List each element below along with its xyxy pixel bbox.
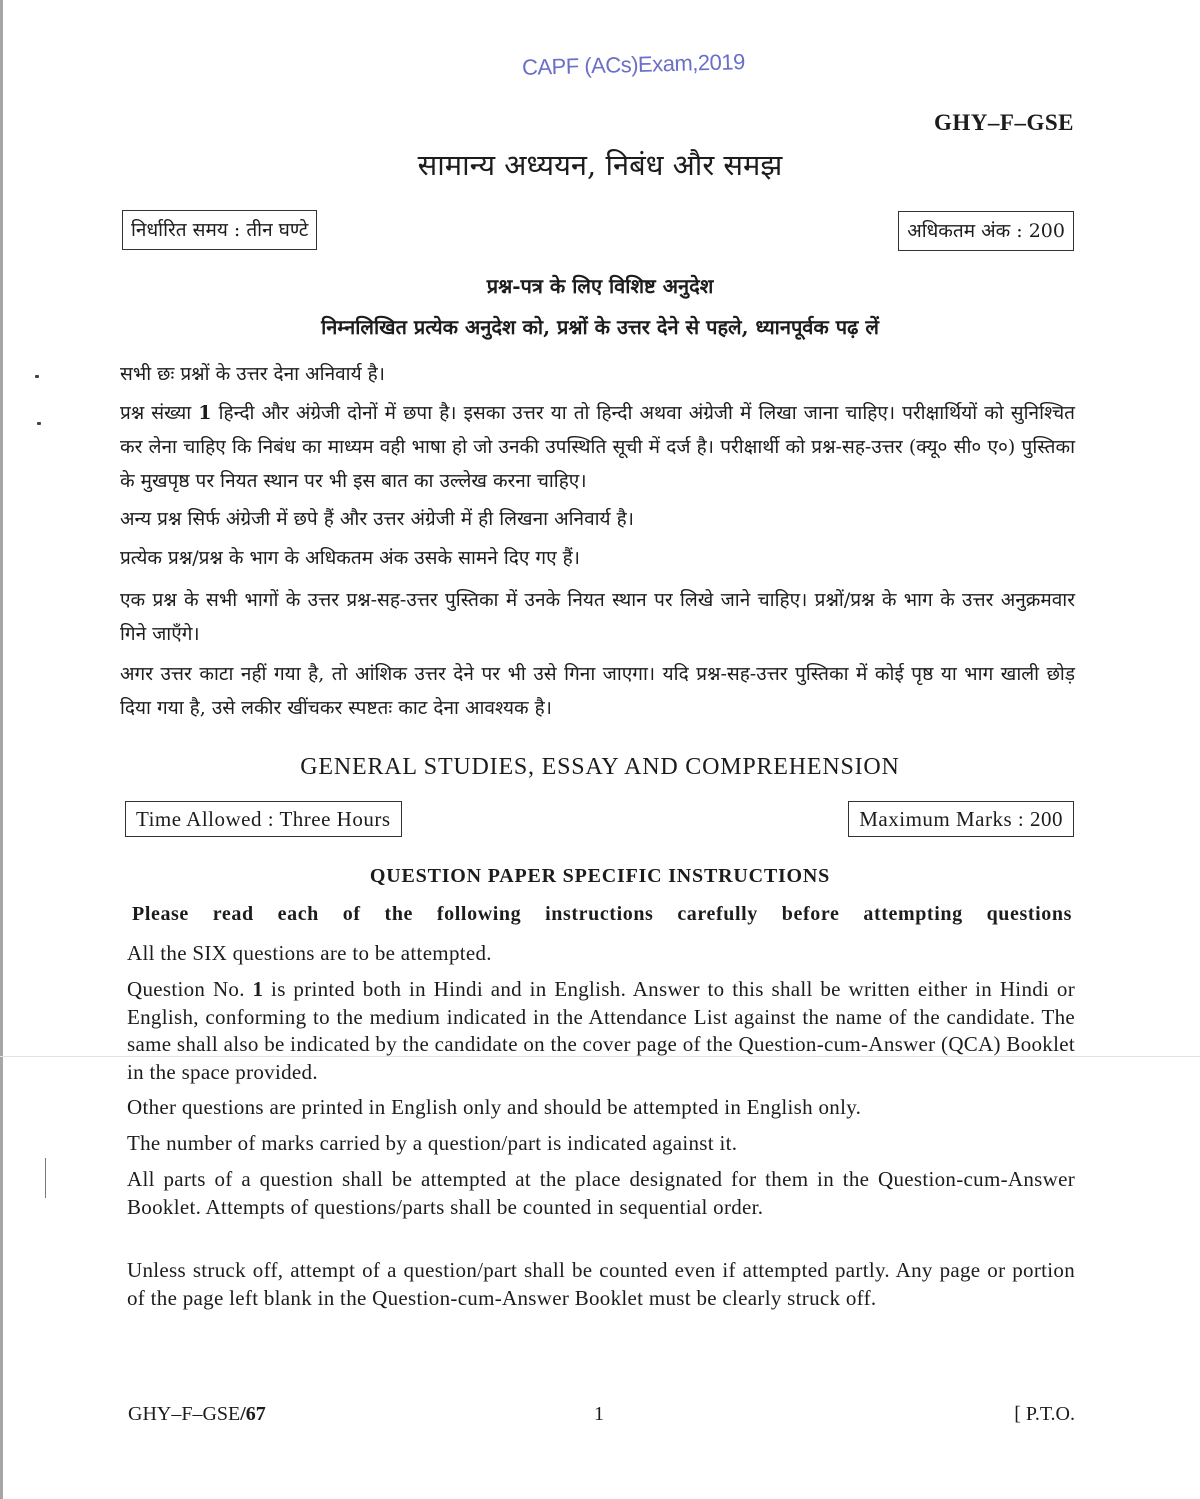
hindi-instruction-4: प्रत्येक प्रश्न/प्रश्न के भाग के अधिकतम अंक उसके सामने दिए गए हैं।	[120, 547, 580, 569]
hindi-time-box: निर्धारित समय : तीन घण्टे	[122, 210, 317, 250]
english-instruction-1: All the SIX questions are to be attempted.	[127, 941, 492, 965]
exam-stamp: CAPF (ACs)Exam,2019	[521, 49, 746, 80]
english-marks-box: Maximum Marks : 200	[848, 801, 1074, 837]
english-instruction-4: The number of marks carried by a question/part is indicated against it.	[127, 1131, 738, 1155]
english-instructions-heading: QUESTION PAPER SPECIFIC INSTRUCTIONS	[369, 865, 831, 887]
english-instruction-3: Other questions are printed in English only and should be attempted in English only.	[127, 1095, 862, 1119]
hindi-instructions-heading: प्रश्न-पत्र के लिए विशिष्ट अनुदेश	[486, 274, 714, 298]
hindi-instruction-3: अन्य प्रश्न सिर्फ अंग्रेजी में छपे हैं और उत्तर अंग्रेजी में ही लिखना अनिवार्य है।	[120, 508, 634, 530]
hindi-marks-box: अधिकतम अंक : 200	[898, 211, 1074, 251]
hindi-instruction-6: अगर उत्तर काटा नहीं गया है, तो आंशिक उत्तर देने पर भी उसे गिना जाएगा। यदि प्रश्न-सह-उत्तर पुस्तिका में कोई पृष्ठ या भाग खाली छोड़ दिया गया है, उसे लकीर खींचकर स्पष्टतः काट देना आवश्यक है।	[120, 663, 1075, 719]
scan-mark	[35, 375, 39, 378]
english-instruction-6: Unless struck off, attempt of a question/part shall be counted even if attempted partly. Any page or portion of the page left blank in the Question-cum-Answer Booklet must be clearly struck off.	[127, 1258, 1075, 1310]
pto-label: [ P.T.O.	[1014, 1403, 1075, 1425]
hindi-instruction-1: सभी छः प्रश्नों के उत्तर देना अनिवार्य है।	[120, 363, 385, 385]
english-instruction-2: Question No. 1 is printed both in Hindi and in English. Answer to this shall be written either in Hindi or English, conforming to the medium indicated in the Attendance List against the name of the candidate. The same shall also be indicated by the candidate on the cover page of the Question-cum-Answer (QCA) Booklet in the space provided.	[127, 977, 1075, 1084]
scan-mark	[45, 1158, 49, 1198]
scan-edge	[0, 0, 3, 1499]
english-time-box: Time Allowed : Three Hours	[125, 801, 402, 837]
hindi-title: सामान्य अध्ययन, निबंध और समझ	[417, 148, 783, 182]
page-number: 1	[594, 1403, 604, 1425]
hindi-instruction-5: एक प्रश्न के सभी भागों के उत्तर प्रश्न-सह-उत्तर पुस्तिका में उनके नियत स्थान पर लिखे जाने चाहिए। प्रश्नों/प्रश्न के भाग के उत्तर अनुक्रमवार गिने जाएँगे।	[120, 589, 1075, 645]
english-instruction-5: All parts of a question shall be attempted at the place designated for them in the Question-cum-Answer Booklet. Attempts of questions/parts shall be counted in sequential order.	[127, 1167, 1075, 1219]
hindi-instructions-subheading: निम्नलिखित प्रत्येक अनुदेश को, प्रश्नों के उत्तर देने से पहले, ध्यानपूर्वक पढ़ लें	[321, 315, 879, 339]
english-title: GENERAL STUDIES, ESSAY AND COMPREHENSION	[300, 754, 900, 780]
scan-mark	[37, 422, 41, 425]
english-instructions-subheading: Please read each of the following instructions carefully before attempting questions	[132, 903, 1072, 925]
paper-code: GHY–F–GSE	[934, 110, 1074, 135]
hindi-instruction-2: प्रश्न संख्या 1 हिन्दी और अंग्रेजी दोनों में छपा है। इसका उत्तर या तो हिन्दी अथवा अंग्रेजी में लिखा जाना चाहिए। परीक्षार्थियों को सुनिश्चित कर लेना चाहिए कि निबंध का माध्यम वही भाषा हो जो उनकी उपस्थिति सूची में दर्ज है। परीक्षार्थी को प्रश्न-सह-उत्तर (क्यू० सी० ए०) पुस्तिका के मुखपृष्ठ पर नियत स्थान पर भी इस बात का उल्लेख करना चाहिए।	[120, 402, 1075, 492]
footer-paper-code: GHY–F–GSE/67	[128, 1403, 266, 1425]
